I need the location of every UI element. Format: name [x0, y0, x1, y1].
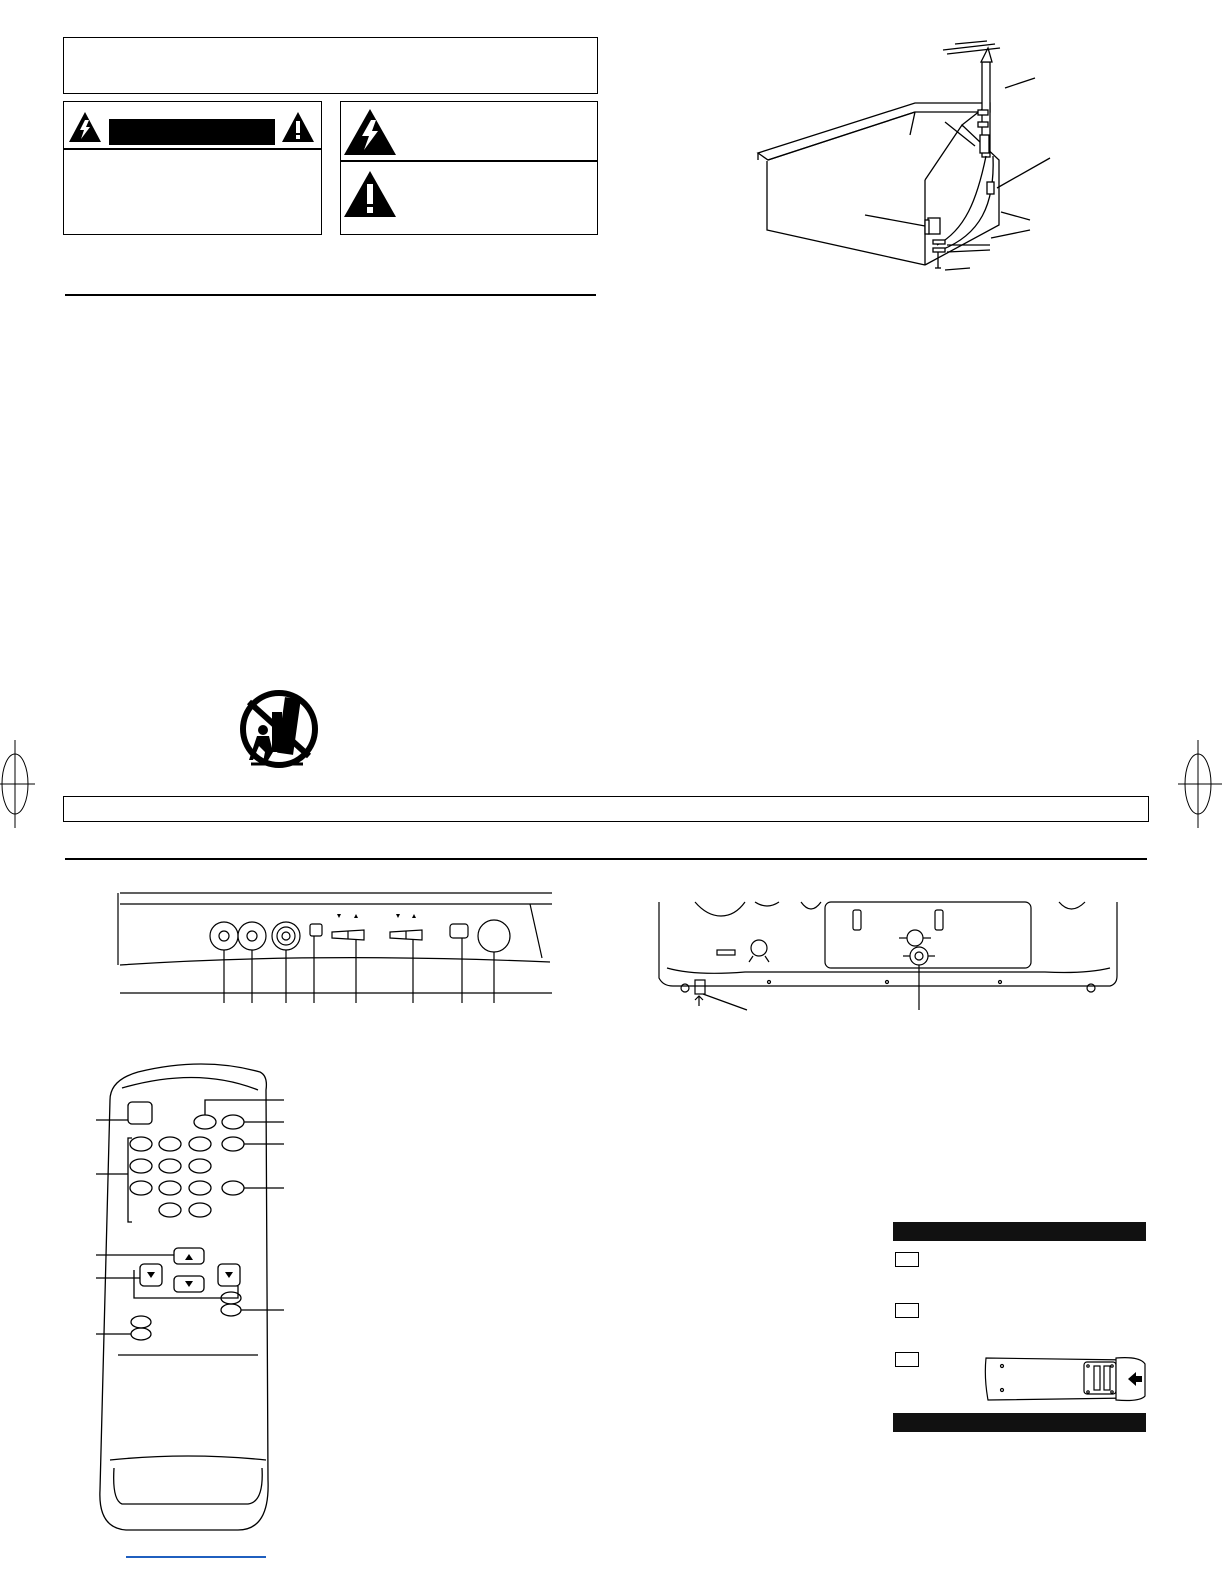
symbol-explanation-box [340, 101, 598, 235]
section-rule-controls [65, 858, 1147, 860]
header-warning-box [63, 37, 598, 94]
caution-label-bar [109, 119, 275, 145]
caution-box [63, 101, 322, 235]
remote-control-diagram [88, 1060, 358, 1560]
battery-header-bar [893, 1222, 1146, 1241]
lightning-triangle-icon [68, 111, 102, 143]
remote-battery-compartment-diagram [980, 1352, 1150, 1407]
lightning-triangle-icon [343, 108, 397, 156]
battery-step-3-box [895, 1352, 919, 1367]
battery-footer-bar [893, 1413, 1146, 1432]
exclamation-triangle-icon [343, 170, 397, 218]
wide-notice-box [63, 796, 1149, 822]
rear-panel-diagram [655, 898, 1125, 1018]
front-panel-diagram [112, 890, 557, 1015]
caution-divider [64, 148, 321, 150]
antenna-grounding-diagram [755, 40, 1075, 285]
registration-crosshair-icon [1178, 740, 1222, 830]
registration-crosshair-icon [0, 740, 39, 830]
exclamation-triangle-icon [281, 111, 315, 143]
no-cart-tipover-icon [237, 690, 323, 770]
section-rule-top [65, 294, 596, 296]
battery-step-2-box [895, 1303, 919, 1318]
symbol-divider [341, 160, 597, 162]
link-underline[interactable] [126, 1556, 266, 1558]
battery-step-1-box [895, 1252, 919, 1267]
